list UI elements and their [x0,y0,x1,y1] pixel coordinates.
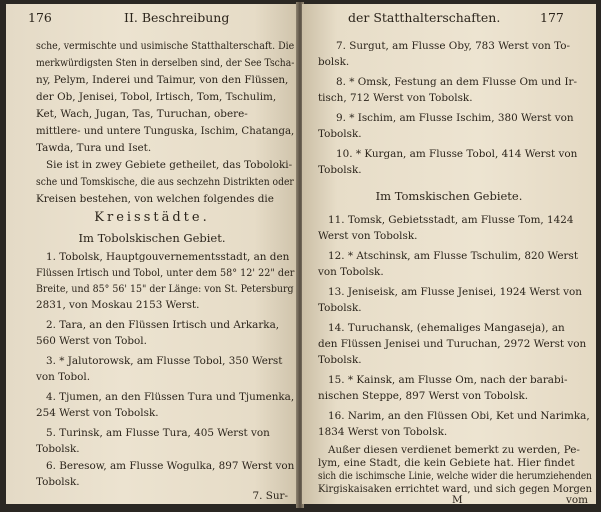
text-line: lym, eine Stadt, die kein Gebiete hat. Hier findet [318,457,575,469]
page-number: 176 [28,10,52,25]
entry-line: 16. Narim, an den Flüssen Obi, Ket und Narimka, [328,410,590,422]
entry-line: 4. Tjumen, an den Flüssen Tura und Tjumenka, [46,391,295,403]
text-line: mittlere- und untere Tunguska, Ischim, Chatanga, [36,125,295,137]
text-line: sche, vermischte und usimische Statthalterschaft. Die [36,40,295,52]
entry-line: Flüssen Irtisch und Tobol, unter dem 58° 12' 22" der [36,267,295,279]
entry-line: Tobolsk. [318,128,362,140]
catchword: 7. Sur- [252,490,288,502]
entry-line: 11. Tomsk, Gebietsstadt, am Flusse Tom, 1424 [328,214,574,226]
entry-line: 2. Tara, an den Flüssen Irtisch und Arkarka, [46,319,280,331]
text-line: Außer diesen verdienet bemerkt zu werden, Pe- [328,444,580,456]
text-line: der Ob, Jenisei, Tobol, Irtisch, Tom, Tschulim, [36,91,277,103]
entry-line: 560 Werst von Tobol. [36,335,147,347]
text-line: sich die ischimsche Linie, welche wider die herumziehenden [318,470,592,482]
text-line: Tawda, Tura und Iset. [36,142,152,154]
entry-line: 12. * Atschinsk, am Flusse Tschulim, 820 Werst [328,250,579,262]
subheading: Im Tobolskischen Gebiet. [78,231,226,245]
running-head: der Statthalterschaften. [348,10,501,25]
entry-line: 15. * Kainsk, am Flusse Om, nach der barabi- [328,374,568,386]
entry-line: Tobolsk. [318,302,362,314]
entry-line: 5. Turinsk, am Flusse Tura, 405 Werst von [46,427,270,439]
entry-line: von Tobol. [36,371,91,383]
entry-line: 3. * Jalutorowsk, am Flusse Tobol, 350 Werst [46,355,283,367]
entry-line: tisch, 712 Werst von Tobolsk. [318,92,473,104]
entry-line: 6. Beresow, am Flusse Wogulka, 897 Werst von [46,460,295,472]
text-line: sche und Tomskische, die aus sechzehn Distrikten oder [36,176,294,188]
subheading: Im Tomskischen Gebiete. [375,189,523,203]
text-line: Kreisen bestehen, von welchen folgendes die [36,193,274,205]
text-line: Sie ist in zwey Gebiete getheilet, das Toboloki- [46,159,293,171]
entry-line: Werst von Tobolsk. [318,230,418,242]
entry-line: nischen Steppe, 897 Werst von Tobolsk. [318,390,529,402]
entry-line: von Tobolsk. [318,266,384,278]
entry-line: bolsk. [318,56,350,68]
entry-line: Tobolsk. [36,443,80,455]
catchword: vom [566,494,588,504]
entry-line: Breite, und 85° 56' 15" der Länge: von St. Petersburg [36,283,294,295]
page-number: 177 [540,10,564,25]
text-line: Kirgiskaisaken errichtet ward, und sich gegen Morgen [318,483,592,495]
entry-line: 1. Tobolsk, Hauptgouvernementsstadt, an den [46,251,290,263]
text-line: ny, Pelym, Inderei und Taimur, von den Flüssen, [36,74,289,86]
entry-line: 2831, von Moskau 2153 Werst. [36,299,200,311]
entry-line: 8. * Omsk, Festung an dem Flusse Om und Ir- [336,76,578,88]
entry-line: 13. Jeniseisk, am Flusse Jenisei, 1924 Werst von [328,286,582,298]
text-line: merkwürdigsten Sten in derselben sind, der See Tscha- [36,57,295,69]
entry-line: 1834 Werst von Tobolsk. [318,426,448,438]
running-head: II. Beschreibung [124,10,230,25]
entry-line: 14. Turuchansk, (ehemaliges Mangaseja), an [328,322,565,334]
entry-line: 9. * Ischim, am Flusse Ischim, 380 Werst von [336,112,574,124]
entry-line: den Flüssen Jenisei und Turuchan, 2972 Werst von [318,338,587,350]
section-heading: Kreisstädte. [94,210,210,225]
signature-mark: M [452,494,463,504]
left-page [6,4,298,504]
entry-line: Tobolsk. [36,476,80,488]
entry-line: Tobolsk. [318,354,362,366]
entry-line: 254 Werst von Tobolsk. [36,407,159,419]
entry-line: 7. Surgut, am Flusse Oby, 783 Werst von To- [336,40,570,52]
right-page [302,4,596,504]
text-line: Ket, Wach, Jugan, Tas, Turuchan, obere- [36,108,248,120]
entry-line: Tobolsk. [318,164,362,176]
entry-line: 10. * Kurgan, am Flusse Tobol, 414 Werst von [336,148,578,160]
